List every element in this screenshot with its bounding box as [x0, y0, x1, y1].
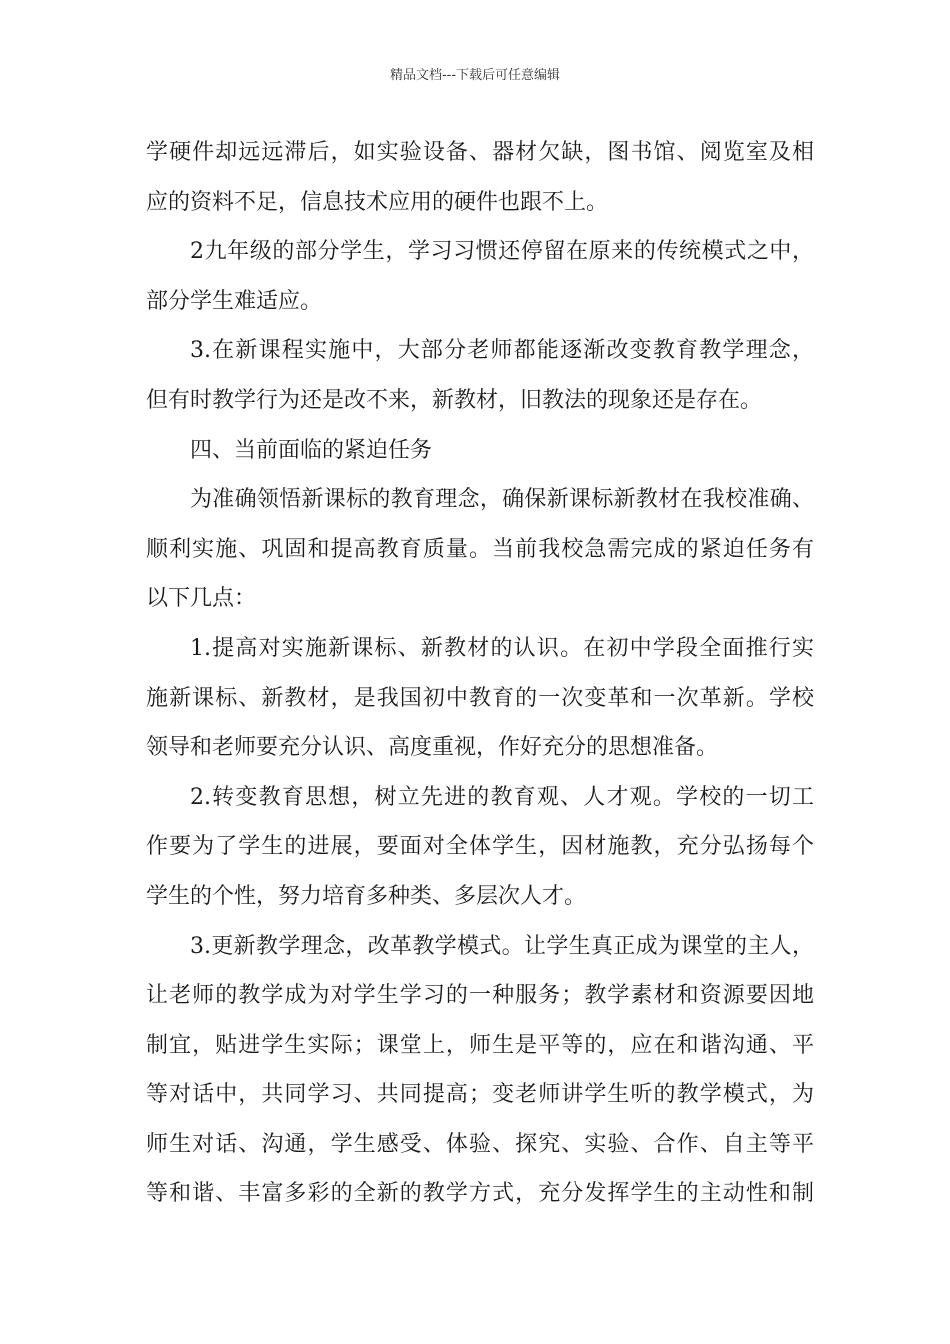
text-line: 施新课标、新教材，是我国初中教育的一次变革和一次革新。学校: [146, 685, 814, 711]
text-line: 1.提高对实施新课标、新教材的认识。在初中学段全面推行实: [190, 635, 814, 661]
text-line: 应的资料不足，信息技术应用的硬件也跟不上。: [146, 189, 609, 215]
text-line: 让老师的教学成为对学生学习的一种服务；教学素材和资源要因地: [146, 983, 814, 1009]
text-line: 2.转变教育思想，树立先进的教育观、人才观。学校的一切工: [190, 784, 814, 810]
text-line: 作要为了学生的进展，要面对全体学生，因材施教，充分弘扬每个: [146, 834, 814, 860]
text-line: 3.在新课程实施中，大部分老师都能逐渐改变教育教学理念，: [190, 338, 814, 364]
text-line: 四、当前面临的紧迫任务: [190, 437, 433, 463]
text-line: 师生对话、沟通，学生感受、体验、探究、实验、合作、自主等平: [146, 1131, 814, 1157]
text-line: 为准确领悟新课标的教育理念，确保新课标新教材在我校准确、: [190, 487, 814, 513]
text-line: 领导和老师要充分认识、高度重视，作好充分的思想准备。: [146, 735, 719, 761]
text-line: 等和谐、丰富多彩的全新的教学方式，充分发挥学生的主动性和制: [146, 1181, 814, 1207]
text-line: 学硬件却远远滞后，如实验设备、器材欠缺，图书馆、阅览室及相: [146, 140, 814, 165]
text-line: 顺利实施、巩固和提高教育质量。当前我校急需完成的紧迫任务有: [146, 536, 814, 562]
text-line: 3.更新教学理念，改革教学模式。让学生真正成为课堂的主人，: [190, 933, 814, 959]
text-line: 学生的个性，努力培育多种类、多层次人才。: [146, 883, 587, 909]
text-line: 以下几点：: [146, 586, 257, 612]
text-line: 等对话中，共同学习、共同提高；变老师讲学生听的教学模式，为: [146, 1082, 814, 1108]
text-line: 但有时教学行为还是改不来，新教材，旧教法的现象还是存在。: [146, 387, 763, 413]
body-text: [146, 128, 814, 1219]
page-header: 精品文档---下载后可任意编辑: [389, 68, 561, 83]
text-line: 2九年级的部分学生，学习习惯还停留在原来的传统模式之中，: [190, 239, 814, 265]
text-line: 制宜，贴进学生实际；课堂上，师生是平等的，应在和谐沟通、平: [146, 1032, 814, 1058]
text-line: 部分学生难适应。: [146, 288, 323, 314]
